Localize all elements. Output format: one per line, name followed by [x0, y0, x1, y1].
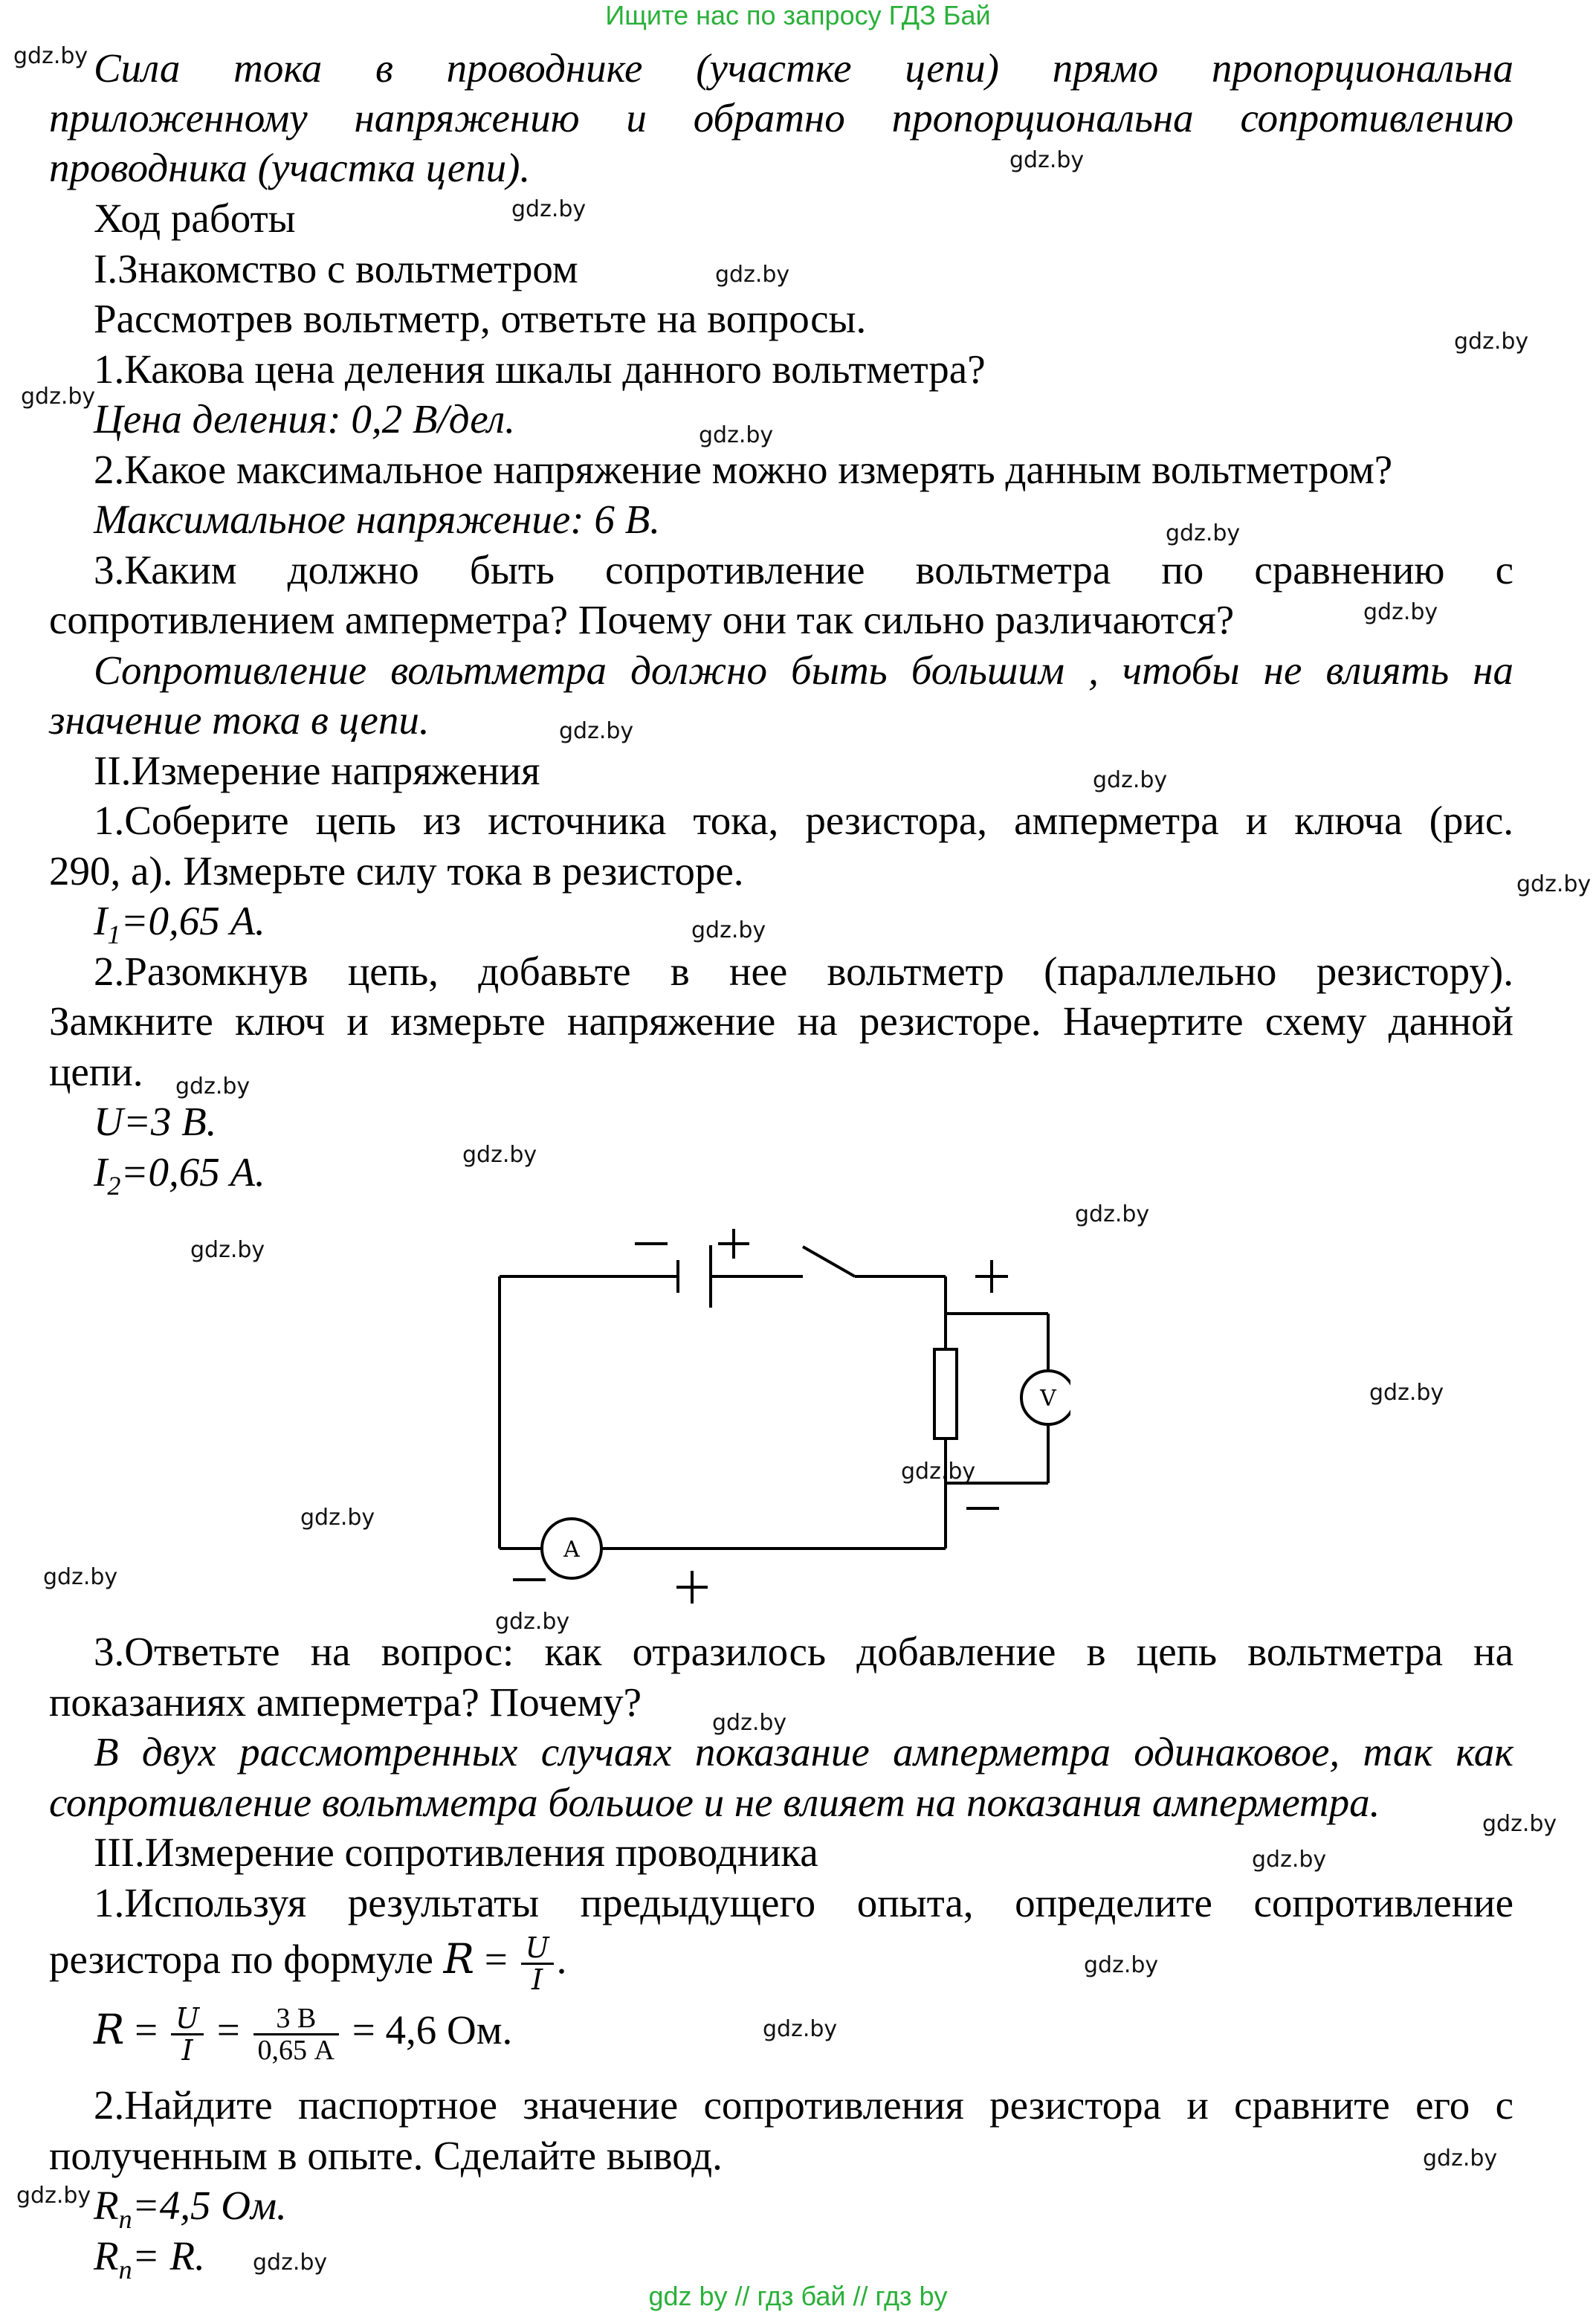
- watermark: gdz.by: [559, 718, 634, 744]
- calc-eq: =: [216, 2007, 240, 2053]
- circuit-diagram: [476, 1186, 1070, 1617]
- ammeter-label: A: [563, 1537, 580, 1563]
- watermark: gdz.by: [1369, 1380, 1444, 1406]
- calc-denominator-value: 0,65 А: [257, 2035, 335, 2066]
- watermark: gdz.by: [462, 1142, 537, 1168]
- calc-numerator-value: 3 В: [253, 2003, 339, 2035]
- watermark: gdz.by: [1482, 1811, 1557, 1837]
- section-2-question-2-line-1: 2.Разомкнув цепь, добавьте в нее вольтметр (параллельно резистору).: [94, 949, 1513, 994]
- watermark: gdz.by: [1075, 1201, 1150, 1227]
- formula-dot: .: [556, 1937, 567, 1983]
- formula-fraction: [521, 1933, 554, 1995]
- header-banner[interactable]: Ищите нас по запросу ГДЗ Бай: [605, 0, 991, 30]
- footer-banner[interactable]: gdz by // гдз бай // гдз by: [648, 2281, 948, 2311]
- watermark: gdz.by: [1166, 520, 1241, 546]
- rn-symbol: R: [94, 2233, 119, 2279]
- watermark: gdz.by: [253, 2250, 328, 2276]
- watermark: gdz.by: [511, 196, 587, 222]
- rn-subscript: n: [118, 2255, 132, 2284]
- question-3-line-1: 3.Каким должно быть сопротивление вольтметра по сравнению с: [94, 547, 1513, 592]
- watermark: gdz.by: [175, 1073, 251, 1100]
- watermark: gdz.by: [43, 1564, 118, 1590]
- law-line-2: приложенному напряжению и обратно пропорциональна сопротивлению: [49, 95, 1513, 141]
- section-3-question-2-line-1: 2.Найдите паспортное значение сопротивления резистора и сравните его с: [94, 2082, 1513, 2128]
- section-2-question-1-line-1: 1.Соберите цепь из источника тока, резистора, амперметра и ключа (рис.: [94, 798, 1513, 843]
- current-value: =0,65 А.: [120, 1149, 265, 1195]
- formula-intro: резистора по формуле: [49, 1937, 433, 1983]
- watermark: gdz.by: [21, 384, 96, 410]
- current-subscript: 1: [107, 920, 121, 949]
- voltage-answer: U=3 В.: [94, 1099, 217, 1144]
- current-value: =0,65 А.: [120, 898, 265, 943]
- question-1: 1.Какова цена деления шкалы данного вольтметра?: [94, 346, 986, 392]
- answer-3-line-1: Сопротивление вольтметра должно быть большим , чтобы не влиять на: [94, 648, 1513, 693]
- watermark: gdz.by: [495, 1609, 570, 1635]
- watermark: gdz.by: [712, 1710, 787, 1736]
- question-3-line-2: сопротивлением амперметра? Почему они так сильно различаются?: [49, 597, 1235, 642]
- watermark: gdz.by: [715, 262, 790, 288]
- formula-denominator: I: [532, 1963, 543, 1996]
- watermark: gdz.by: [1084, 1952, 1159, 1978]
- rn-symbol: R: [94, 2183, 119, 2228]
- watermark: gdz.by: [190, 1237, 265, 1263]
- answer-1: Цена деления: 0,2 В/дел.: [94, 396, 516, 442]
- questions-intro: Рассмотрев вольтметр, ответьте на вопросы.: [94, 296, 867, 341]
- section-3-question-1-line-1: 1.Используя результаты предыдущего опыта, определите сопротивление: [94, 1880, 1513, 1925]
- calc-fraction-values: [253, 2003, 339, 2065]
- formula-r: R: [443, 1935, 475, 1983]
- formula-numerator: U: [521, 1933, 554, 1965]
- calc-eq: =: [135, 2007, 158, 2053]
- section-2-question-2-line-3: цепи.: [49, 1049, 143, 1094]
- question-2: 2.Какое максимальное напряжение можно измерять данным вольтметром?: [94, 447, 1393, 492]
- section-2-question-3-line-2: показаниях амперметра? Почему?: [49, 1679, 642, 1725]
- section-2-question-3-line-1: 3.Ответьте на вопрос: как отразилось добавление в цепь вольтметра на: [94, 1629, 1513, 1674]
- watermark: gdz.by: [16, 2183, 91, 2209]
- watermark: gdz.by: [1516, 871, 1592, 897]
- section-2-answer-3-line-2: сопротивление вольтметра большое и не влияет на показания амперметра.: [49, 1780, 1380, 1825]
- voltmeter-label: V: [1040, 1386, 1056, 1412]
- section-2-answer-2: [94, 1147, 265, 1211]
- watermark: gdz.by: [1252, 1847, 1327, 1873]
- section-2-heading: II.Измерение напряжения: [94, 748, 540, 793]
- section-2-question-2-line-2: Замкните ключ и измерьте напряжение на резисторе. Начертите схему данной: [49, 998, 1513, 1044]
- watermark: gdz.by: [1423, 2145, 1498, 2171]
- watermark: gdz.by: [691, 917, 766, 943]
- current-symbol: I: [94, 1149, 108, 1195]
- answer-2: Максимальное напряжение: 6 В.: [94, 497, 660, 542]
- watermark: gdz.by: [699, 422, 774, 448]
- resistor: [934, 1349, 957, 1438]
- watermark: gdz.by: [1454, 329, 1529, 355]
- section-3-question-2-line-2: полученным в опыте. Сделайте вывод.: [49, 2133, 723, 2178]
- watermark: gdz.by: [901, 1459, 976, 1485]
- current-symbol: I: [94, 898, 108, 943]
- calc-fraction-symbolic: [171, 2003, 204, 2065]
- rn-subscript: n: [118, 2204, 132, 2234]
- watermark: gdz.by: [1009, 147, 1085, 173]
- switch-blade: [803, 1247, 855, 1276]
- rn-equals-r: = R.: [132, 2233, 205, 2279]
- conclusion: [94, 2231, 205, 2295]
- law-line-3: проводника (участка цепи).: [49, 145, 531, 190]
- watermark: gdz.by: [1093, 767, 1168, 793]
- progress-heading: Ход работы: [94, 196, 296, 241]
- current-subscript: 2: [107, 1171, 121, 1201]
- section-3-question-1-line-2: [49, 1933, 1513, 1995]
- calc-r: R: [94, 2006, 125, 2054]
- rn-value: =4,5 Ом.: [132, 2183, 287, 2228]
- watermark: gdz.by: [300, 1505, 375, 1531]
- formula-eq: =: [484, 1937, 508, 1983]
- calc-result: = 4,6 Ом.: [352, 2007, 513, 2053]
- section-2-answer-3-line-1: В двух рассмотренных случаях показание амперметра одинаковое, так как: [94, 1729, 1513, 1775]
- section-3-heading: III.Измерение сопротивления проводника: [94, 1830, 818, 1875]
- watermark: gdz.by: [1363, 599, 1438, 625]
- calc-numerator: U: [171, 2003, 204, 2035]
- section-1-heading: I.Знакомство с вольтметром: [94, 246, 578, 291]
- section-2-question-1-line-2: 290, а). Измерьте силу тока в резисторе.: [49, 848, 744, 894]
- calc-denominator: I: [181, 2034, 193, 2067]
- resistance-calculation: [94, 2003, 1558, 2065]
- watermark: gdz.by: [13, 43, 88, 69]
- law-line-1: Сила тока в проводнике (участке цепи) прямо пропорциональна: [94, 45, 1513, 91]
- watermark: gdz.by: [763, 2016, 838, 2042]
- answer-3-line-2: значение тока в цепи.: [49, 697, 430, 743]
